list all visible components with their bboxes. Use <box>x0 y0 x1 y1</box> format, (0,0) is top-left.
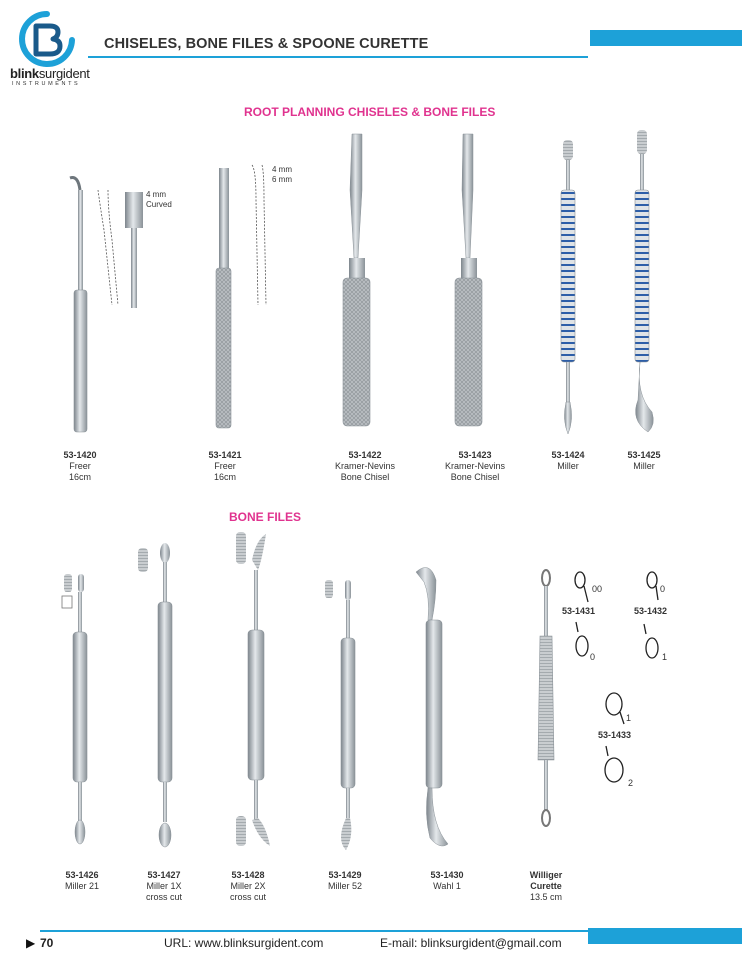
page-number: 70 <box>40 936 54 950</box>
label-53-1433: 53-1433 <box>598 730 632 740</box>
caption-53-1420: 53-1420 Freer 16cm <box>63 450 97 482</box>
caption-53-1427: 53-1427 Miller 1X cross cut <box>145 870 182 902</box>
caption-53-1429: 53-1429 Miller 52 <box>327 870 362 891</box>
section-heading-bone-files: BONE FILES <box>229 510 302 524</box>
size-1432-bottom: 1 <box>662 652 668 662</box>
brand-name: blinksurgident <box>10 66 90 81</box>
caption-53-1426: 53-1426 Miller 21 <box>64 870 99 891</box>
caption-53-1425: 53-1425 Miller <box>627 450 661 471</box>
instrument-53-1421 <box>216 165 266 428</box>
size-1433-top: 1 <box>626 713 632 723</box>
size-1433-bottom: 2 <box>628 778 634 788</box>
caption-53-1422: 53-1422 Kramer-Nevins Bone Chisel <box>334 450 395 482</box>
page-arrow-icon: ▶ <box>26 936 36 950</box>
instrument-53-1427 <box>138 543 172 847</box>
instrument-53-1423 <box>455 134 482 426</box>
size-1431-bottom: 0 <box>590 652 596 662</box>
brand-subtitle: INSTRUMENTS <box>12 81 81 87</box>
label-53-1432: 53-1432 <box>634 606 668 616</box>
size-1432-top: 0 <box>660 584 666 594</box>
instrument-53-1429 <box>325 580 355 850</box>
instrument-williger-curette <box>538 570 554 826</box>
caption-53-1428: 53-1428 Miller 2X cross cut <box>229 870 266 902</box>
footer-line <box>40 930 588 932</box>
instrument-53-1422 <box>343 134 370 426</box>
caption-williger-curette: Williger Curette 13.5 cm <box>529 870 563 902</box>
note-1420: 4 mm Curved <box>146 190 172 209</box>
instrument-53-1424 <box>561 140 575 434</box>
section-heading-chisels: ROOT PLANNING CHISELES & BONE FILES <box>244 105 496 119</box>
footer-accent-bar <box>588 928 742 944</box>
caption-53-1430: 53-1430 Wahl 1 <box>430 870 464 891</box>
instrument-53-1420 <box>70 178 143 433</box>
label-53-1431: 53-1431 <box>562 606 596 616</box>
note-1421: 4 mm 6 mm <box>272 165 292 184</box>
instrument-53-1425 <box>635 130 653 432</box>
instrument-53-1430 <box>416 568 448 847</box>
footer-url[interactable]: URL: www.blinksurgident.com <box>164 936 324 950</box>
size-1431-top: 00 <box>592 584 603 594</box>
page-title: CHISELES, BONE FILES & SPOONE CURETTE <box>104 36 429 52</box>
caption-53-1421: 53-1421 Freer 16cm <box>208 450 242 482</box>
caption-53-1423: 53-1423 Kramer-Nevins Bone Chisel <box>444 450 505 482</box>
instrument-53-1426 <box>62 574 87 844</box>
footer-email[interactable]: E-mail: blinksurgident@gmail.com <box>380 936 562 950</box>
caption-53-1424: 53-1424 Miller <box>551 450 585 471</box>
instrument-53-1428 <box>236 532 270 846</box>
